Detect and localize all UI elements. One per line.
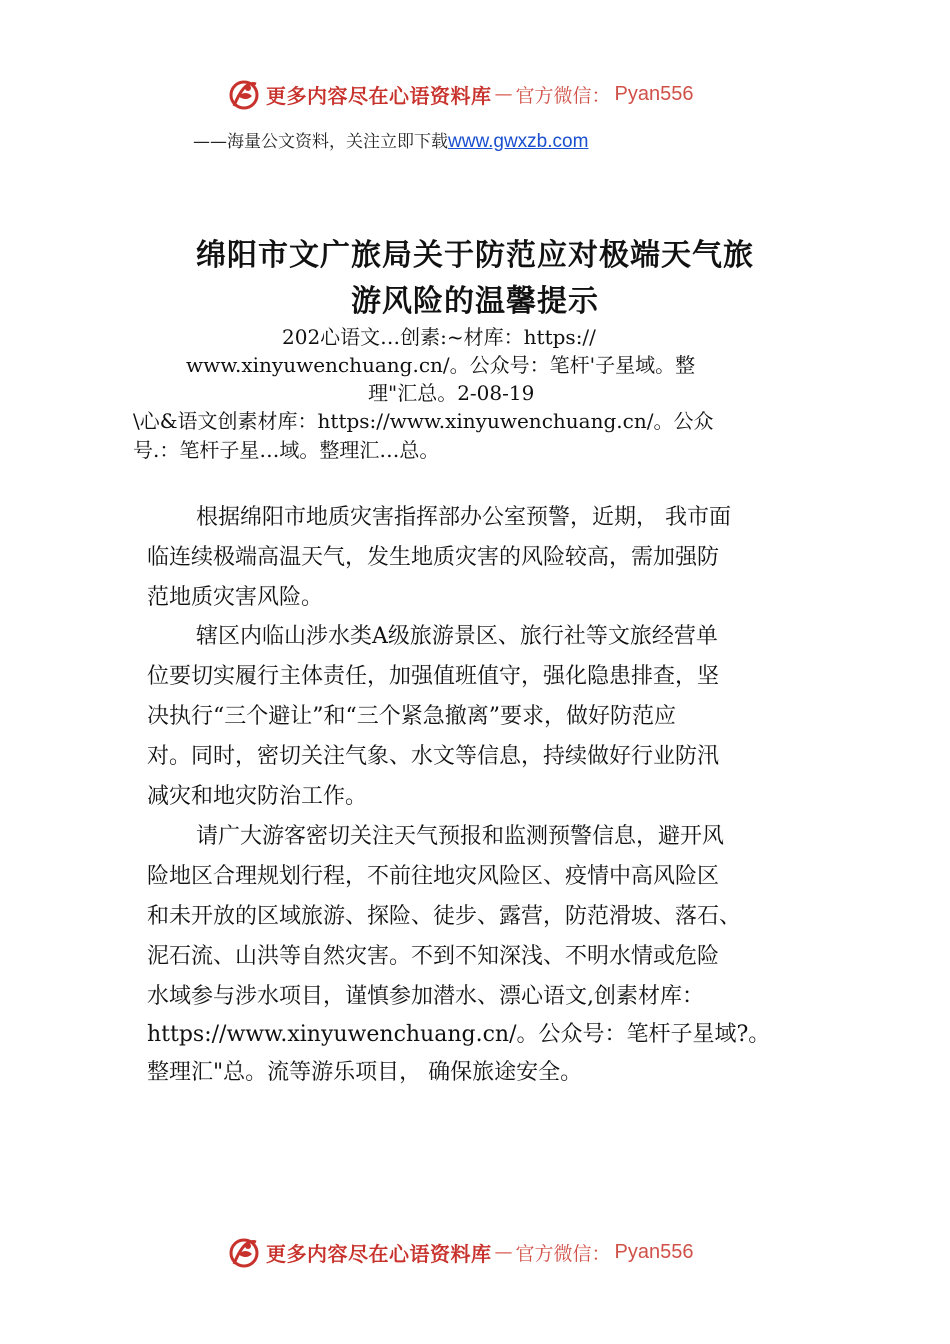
banner-main-text: 更多内容尽在心语资料库 [266,1241,492,1266]
banner-main-text: 更多内容尽在心语资料库 [266,83,492,108]
page-title-line-1: 绵阳市文广旅局关于防范应对极端天气旅 [196,238,754,273]
body-line: 减灾和地灾防治工作。 [147,784,368,809]
body-line: 请广大游客密切关注天气预报和监测预警信息，避开风 [196,824,725,849]
banner-dash: — [494,83,513,105]
body-line: 整理汇"总。流等游乐项目， 确保旅途安全。 [147,1060,583,1085]
body-line: 泥石流、山洪等自然灾害。不到不知深浅、不明水情或危险 [147,944,720,969]
body-line: 根据绵阳市地质灾害指挥部办公室预警，近期， 我市面 [196,505,731,530]
body-line: 对。同时，密切关注气象、水文等信息，持续做好行业防汛 [147,744,720,769]
footer-banner [0,1232,950,1272]
body-line: 险地区合理规划行程，不前往地灾风险区、疫情中高风险区 [147,864,720,889]
logo-icon [226,1234,262,1270]
page-title-line-2: 游风险的温馨提示 [351,284,599,319]
download-notice [193,127,588,153]
meta-line: 理"汇总。2-08-19 [368,381,535,405]
banner-wechat-label: 官方微信： [515,84,611,107]
logo-icon [226,76,262,112]
body-line: 辖区内临山涉水类A级旅游景区、旅行社等文旅经营单 [196,624,718,649]
body-line: https://www.xinyuwenchuang.cn/。公众号：笔杆子星域?。 [147,1022,771,1047]
body-line: 范地质灾害风险。 [147,585,324,610]
body-line: 临连续极端高温天气，发生地质灾害的风险较高，需加强防 [147,545,720,570]
download-notice-text: ——海量公文资料，关注立即下载 [193,132,448,152]
body-line: 位要切实履行主体责任，加强值班值守，强化隐患排查，坚 [147,664,720,689]
meta-line: 202心语文…创素:~材库：https:// [282,325,596,349]
banner-wechat-id: Pyan556 [614,82,694,105]
banner-wechat-label: 官方微信： [515,1242,611,1265]
meta-line: 号.：笔杆子星…域。整理汇…总。 [133,438,440,462]
banner-dash: — [494,1241,513,1263]
header-banner [0,74,950,114]
banner-wechat-id: Pyan556 [614,1240,694,1263]
body-line: 和未开放的区域旅游、探险、徒步、露营，防范滑坡、落石、 [147,904,742,929]
download-link[interactable]: www.gwxzb.com [448,131,589,152]
body-line: 决执行“三个避让”和“三个紧急撤离”要求，做好防范应 [147,704,676,729]
body-line: 水域参与涉水项目，谨慎参加潜水、漂心语文,创素材库： [147,984,704,1009]
meta-line: \心&语文创素材库：https://www.xinyuwenchuang.cn/。公众 [133,409,714,433]
meta-line: www.xinyuwenchuang.cn/。公众号：笔杆'子星域。整 [186,353,696,377]
